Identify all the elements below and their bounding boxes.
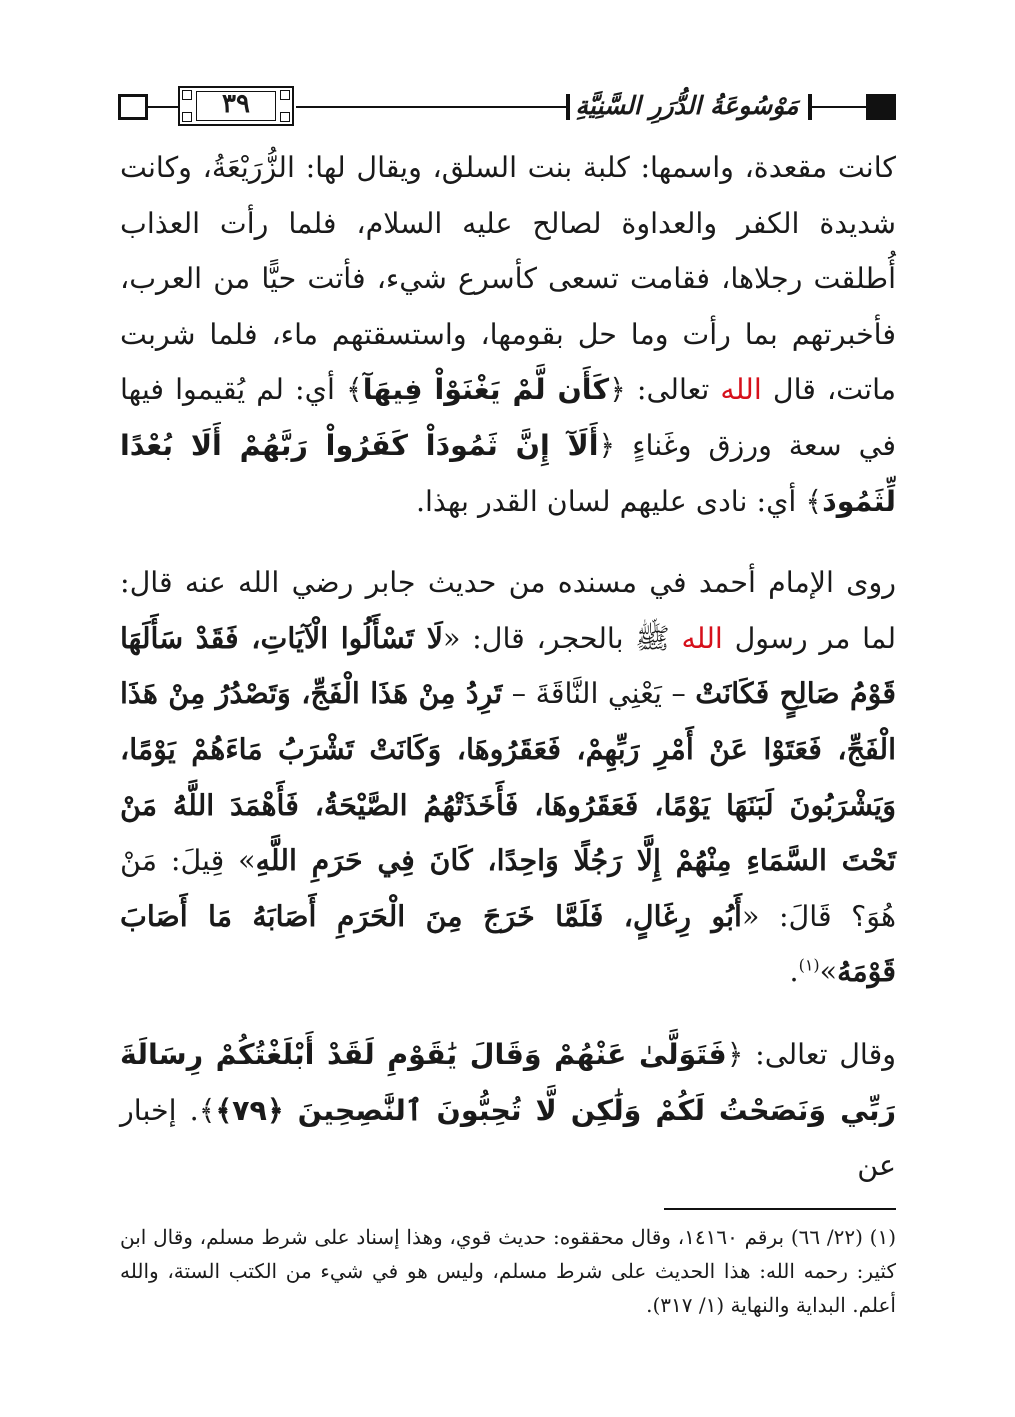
header-ornament-right xyxy=(866,94,896,120)
text-run: – يَعْنِي النَّاقَةَ – xyxy=(511,677,686,711)
text-run: تعالى: xyxy=(636,373,710,407)
divine-name: الله xyxy=(720,373,762,407)
hadith-text: تَرِدُ مِنْ هَذَا الْفَجِّ، وَتَصْدُرُ مِنْ هَذَا الْفَجِّ، فَعَتَوْا عَنْ أَمْرِ رَبِّهِمْ، فَعَقَرُوهَا، وَكَانَتْ تَشْرَبُ مَاءَهُمْ يَوْمًا، وَيَشْرَبُونَ لَبَنَهَا يَوْمًا، فَعَقَرُوهَا، فَأَخَذَتْهُمُ الصَّيْحَةُ، فَأَهْمَدَ اللَّهُ مَنْ تَحْتَ السَّمَاءِ مِنْهُمْ إِلَّا رَجُلًا وَاحِدًا، كَانَ فِي حَرَمِ اللَّهِ xyxy=(120,676,896,878)
quran-verse: أَلَآ إِنَّ ثَمُودَاْ كَفَرُواْ رَبَّهُمْ أَلَا بُعْدًا لِّثَمُودَ xyxy=(120,428,896,518)
page-header xyxy=(118,84,896,130)
quran-verse: فَتَوَلَّىٰ عَنْهُمْ وَقَالَ يَٰقَوْمِ لَقَدْ أَبْلَغْتُكُمْ رِسَالَةَ رَبِّي وَنَصَحْتُ لَكُمْ وَلَٰكِن لَّا تُحِبُّونَ ٱلنَّٰصِحِينَ ﴿٧٩﴾ xyxy=(120,1037,897,1127)
text-run: » قِيلَ: مَنْ هُوَ؟ قَالَ: « xyxy=(120,844,896,933)
quran-verse: كَأَن لَّمْ يَغْنَوْاْ فِيهَآ xyxy=(362,373,610,407)
quran-bracket-close: ﴾ xyxy=(805,484,823,518)
hadith-text: أَبُو رِغَالٍ، فَلَمَّا خَرَجَ مِنَ الْحَرَمِ أَصَابَهُ مَا أَصَابَ قَوْمَهُ xyxy=(120,898,896,989)
text-run: أي: نادى عليهم لسان القدر بهذا. xyxy=(415,484,797,518)
header-divider xyxy=(566,94,570,120)
footnote-ref[interactable]: (١) xyxy=(798,955,820,975)
text-run: أي: لم يُقيموا فيها في سعة ورزق وغَناءٍ xyxy=(120,373,896,462)
text-run: . xyxy=(789,955,799,989)
header-rule xyxy=(812,106,866,108)
text-run: » xyxy=(819,955,838,989)
page-number-frame xyxy=(178,86,294,126)
series-title: مَوْسُوعَةُ الدُّرَرِ السَّنِيَّةِ xyxy=(575,91,799,120)
header-ornament-left xyxy=(118,94,148,120)
paragraph xyxy=(120,555,896,1000)
footnote-rule xyxy=(664,1208,896,1210)
main-text xyxy=(120,140,896,1194)
hadith-text: لَا تَسْأَلُوا الْآيَاتِ، فَقَدْ سَأَلَهَا قَوْمُ صَالِحٍ فَكَانَتْ xyxy=(120,620,897,711)
header-rule xyxy=(296,106,566,108)
paragraph xyxy=(120,1027,896,1194)
paragraph xyxy=(120,140,896,529)
header-rule-stub xyxy=(148,106,178,108)
footnote: (١) (٢٢/ ٦٦) برقم ١٤١٦٠، وقال محققوه: حديث قوي، وهذا إسناد على شرط مسلم، وقال ابن كثير: رحمه الله: هذا الحديث على شرط مسلم، وليس هو في شيء من الكتب الستة، والله أعلم. البداية والنهاية (١/ ٣١٧). xyxy=(120,1225,896,1317)
quran-bracket-open: ﴿ xyxy=(609,373,626,407)
quran-bracket-open: ﴿ xyxy=(598,428,616,462)
text-run: كانت مقعدة، واسمها: كلبة بنت السلق، ويقال لها: الزُّرَيْعَةُ، وكانت شديدة الكفر والعداوة لصالح عليه السلام، فلما رأت العذاب أُطلقت رجلاها، فقامت تسعى كأسرع شيء، فأتت حيًّا من العرب، فأخبرتهم بما رأت وما حل بقومها، واستسقتهم ماء، فلما شربت ماتت، قال xyxy=(120,151,897,407)
page-number: ٣٩ xyxy=(222,89,250,119)
quran-bracket-close: ﴾ xyxy=(198,1093,216,1127)
quran-bracket-open: ﴿ xyxy=(726,1037,744,1071)
text-run: روى الإمام أحمد في مسنده من حديث جابر رضي الله عنه قال: لما مر رسول xyxy=(120,566,897,655)
divine-name: الله xyxy=(681,621,723,655)
text-run: ﷺ بالحجر، قال: « xyxy=(442,621,670,655)
quran-bracket-close: ﴾ xyxy=(345,373,363,407)
text-run: . إخبار عن xyxy=(120,1093,896,1183)
text-run: وقال تعالى: xyxy=(755,1037,896,1071)
